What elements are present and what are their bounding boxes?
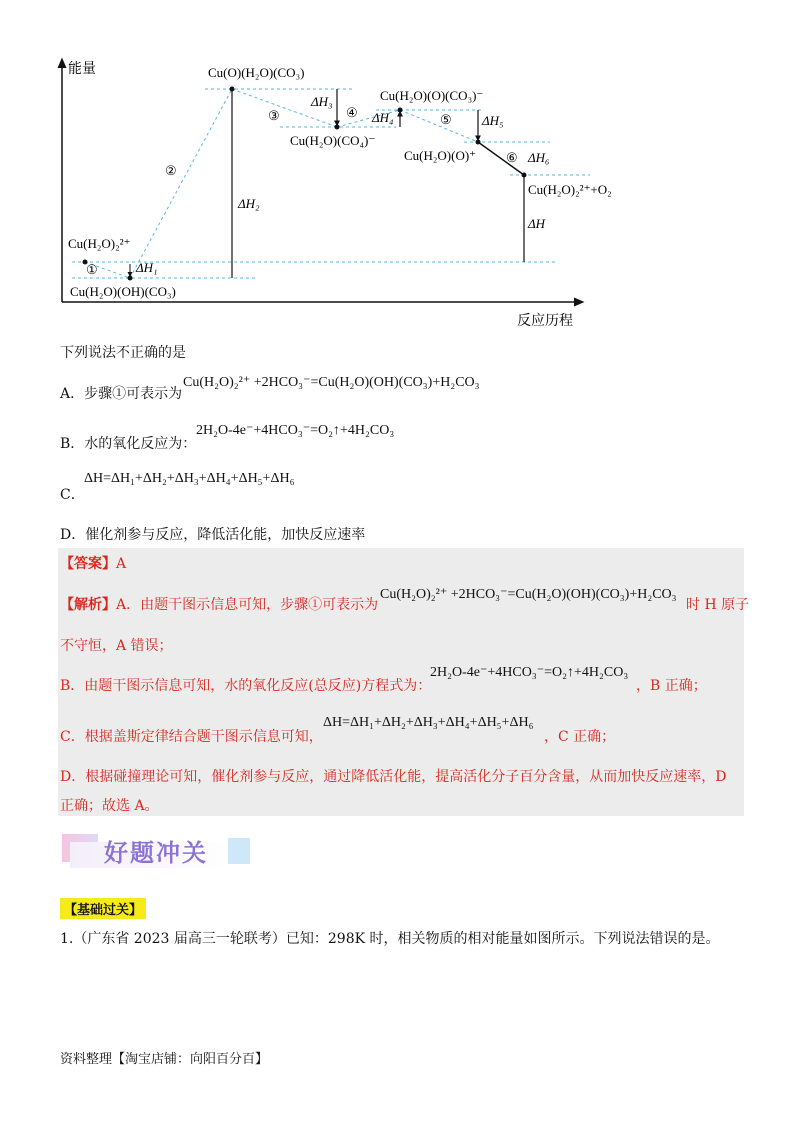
analysis-b-post: ，B 正确；: [636, 678, 707, 694]
level-lines: [72, 89, 590, 278]
energy-diagram: [0, 0, 800, 335]
species-s2: Cu(O)(H₂O)(CO₃): [208, 65, 305, 80]
option-c-formula: ΔH=ΔH₁+ΔH₂+ΔH₃+ΔH₄+ΔH₅+ΔH₆: [84, 471, 295, 486]
step-4-label: ④: [346, 105, 358, 120]
answer-value: A: [116, 556, 127, 572]
dH2-label: ΔH₂: [238, 196, 260, 211]
step-5-label: ⑤: [440, 112, 452, 127]
dH3-label: ΔH₃: [311, 94, 333, 109]
answer-line: [60, 553, 126, 573]
species-s4: Cu(H₂O)(O)(CO₃)⁻: [380, 88, 484, 103]
analysis-tag: 【解析】: [60, 597, 116, 613]
step-3-label: ③: [268, 108, 280, 123]
option-a-formula: Cu(H₂O)₂²⁺ +2HCO₃⁻=Cu(H₂O)(OH)(CO₃)+H₂CO₃: [183, 375, 480, 390]
analysis-a-post1: 时 H 原子: [686, 597, 750, 613]
species-s3: Cu(H₂O)(CO₄)⁻: [290, 133, 376, 148]
state-points: [83, 87, 527, 281]
footer-text: 资料整理【淘宝店铺：向阳百分百】: [60, 1052, 269, 1067]
dH1-label: ΔH₁: [136, 260, 158, 275]
step-1-label: ①: [86, 262, 98, 277]
dH-label: ΔH: [528, 216, 546, 231]
dH5-label: ΔH₅: [482, 113, 504, 128]
option-a-label: A．步骤①可表示为: [60, 386, 183, 402]
analysis-b-formula: 2H₂O-4e⁻+4HCO₃⁻=O₂↑+4H₂CO₃: [430, 665, 629, 680]
species-s5: Cu(H₂O)(O)⁺: [404, 148, 477, 163]
step-2-label: ②: [165, 163, 177, 178]
option-b-label: B．水的氧化反应为：: [60, 436, 197, 452]
analysis-a-formula: Cu(H₂O)₂²⁺ +2HCO₃⁻=Cu(H₂O)(OH)(CO₃)+H₂CO₃: [380, 587, 677, 602]
dH6-label: ΔH₆: [528, 150, 550, 165]
option-c-label: C．: [60, 487, 85, 503]
question-1-text: 1.（广东省 2023 届高三一轮联考）已知：298K 时，相关物质的相对能量如图所示。下列说法错误的是。: [60, 931, 720, 947]
species-s6: Cu(H₂O)₂²⁺+O₂: [528, 182, 612, 197]
option-b-formula: 2H₂O-4e⁻+4HCO₃⁻=O₂↑+4H₂CO₃: [196, 423, 395, 438]
step-6-label: ⑥: [506, 150, 518, 165]
analysis-a-pre: A．由题干图示信息可知，步骤①可表示为: [116, 597, 379, 613]
analysis-c-post: ，C 正确；: [544, 729, 616, 745]
analysis-a-post2: 不守恒，A 错误；: [60, 638, 173, 654]
analysis-b-pre: B．由题干图示信息可知，水的氧化反应(总反应)方程式为：: [60, 678, 432, 694]
analysis-c-pre: C．根据盖斯定律结合题干图示信息可知，: [60, 729, 323, 745]
y-axis-label: 能量: [68, 62, 96, 77]
analysis-a-line: [60, 594, 378, 614]
species-s1: Cu(H₂O)(OH)(CO₃): [70, 284, 176, 299]
species-s0: Cu(H₂O)₂²⁺: [68, 236, 131, 251]
section-banner-title: 好题冲关: [104, 839, 208, 867]
dH4-label: ΔH₄: [372, 110, 394, 125]
section-tag: 【基础过关】: [60, 898, 146, 919]
analysis-d-line2: 正确；故选 A。: [60, 798, 159, 814]
analysis-d-line1: D．根据碰撞理论可知，催化剂参与反应，通过降低活化能，提高活化分子百分含量，从而加快反应速率，D: [60, 769, 727, 785]
x-axis-label: 反应历程: [517, 314, 573, 329]
analysis-c-formula: ΔH=ΔH₁+ΔH₂+ΔH₃+ΔH₄+ΔH₅+ΔH₆: [323, 715, 534, 730]
answer-tag: 【答案】: [60, 556, 116, 572]
option-d-label: D．催化剂参与反应，降低活化能，加快反应速率: [60, 527, 366, 543]
question-stem: 下列说法不正确的是: [60, 345, 186, 361]
